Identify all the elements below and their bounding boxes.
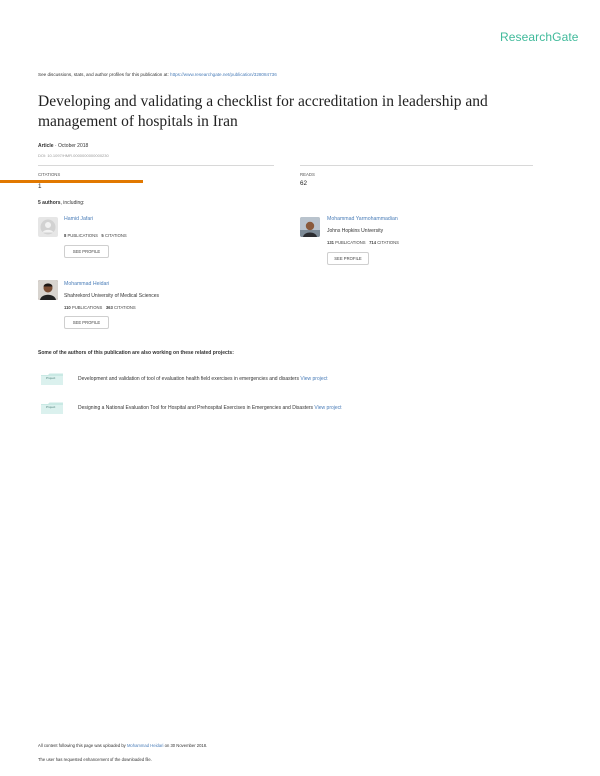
publication-title: Developing and validating a checklist for accreditation in leadership and management of hospitals in Iran — [38, 93, 488, 130]
author-name[interactable]: Mohammad Yarmohammadian — [327, 216, 398, 222]
author-stats — [327, 240, 399, 245]
author-photo[interactable] — [38, 280, 58, 300]
upload-note — [38, 743, 207, 748]
project-title: Development and validation of tool of evaluation health field exercises in emergencies and disasters — [78, 376, 301, 382]
authors-count: 5 authors — [38, 200, 61, 206]
reads-value: 62 — [300, 180, 308, 187]
citations-label: CITATIONS — [38, 172, 61, 177]
publications-label: PUBLICATIONS — [335, 240, 366, 245]
discussion-prefix: See discussions, stats, and author profiles for this publication at: — [38, 72, 171, 77]
researchgate-logo[interactable]: ResearchGate — [500, 30, 579, 44]
article-date: · October 2018 — [53, 143, 89, 149]
upload-note-suffix: on 30 November 2018. — [163, 743, 208, 748]
citations-count: 5 — [101, 233, 104, 238]
publications-count: 131 — [327, 240, 334, 245]
upload-note-prefix: All content following this page was uploaded by — [38, 743, 127, 748]
citations-label: CITATIONS — [104, 233, 127, 238]
citations-count: 363 — [105, 305, 113, 310]
view-project-link[interactable]: View project — [300, 376, 328, 382]
view-project-link[interactable]: View project — [314, 405, 342, 411]
project-item — [78, 405, 342, 411]
article-doi: DOI: 10.1097/HMR.0000000000000230 — [38, 153, 109, 158]
portrait-icon — [300, 217, 320, 237]
author-name[interactable]: Hamid Jafari — [64, 216, 94, 222]
reads-divider — [300, 165, 533, 166]
enhancement-note: The user has requested enhancement of the downloaded file. — [38, 757, 152, 762]
author-affiliation: Johns Hopkins University — [327, 228, 384, 234]
reads-label: READS — [300, 172, 315, 177]
publication-url-link[interactable]: https://www.researchgate.net/publication/328084736 — [170, 72, 277, 77]
citations-label: CITATIONS — [114, 305, 136, 310]
citations-bar — [0, 180, 143, 183]
uploader-link[interactable]: Mohammad Heidari — [126, 743, 164, 748]
portrait-icon — [38, 280, 58, 300]
publications-count: 8 — [64, 233, 67, 238]
authors-heading — [38, 200, 84, 206]
citations-label: CITATIONS — [377, 240, 399, 245]
related-projects-heading: Some of the authors of this publication are also working on these related projects: — [38, 350, 234, 356]
see-profile-button[interactable]: SEE PROFILE — [327, 252, 369, 265]
citations-count: 714 — [369, 240, 377, 245]
see-profile-button[interactable]: SEE PROFILE — [64, 245, 109, 258]
author-photo[interactable] — [300, 217, 320, 237]
publications-label: PUBLICATIONS — [71, 305, 103, 310]
project-title: Designing a National Evaluation Tool for Hospital and Prehospital Exercises in Emergencies and Disasters — [78, 405, 315, 411]
author-stats — [64, 233, 127, 238]
citations-value: 1 — [38, 183, 42, 190]
project-icon-label: Project — [46, 405, 56, 409]
project-icon-label: Project — [46, 376, 56, 380]
project-folder-icon — [41, 372, 63, 384]
authors-suffix: , including: — [60, 200, 85, 206]
avatar-placeholder[interactable] — [38, 217, 58, 237]
project-item — [78, 376, 328, 382]
user-icon — [38, 217, 58, 237]
author-name[interactable]: Mohammad Heidari — [64, 281, 110, 287]
article-meta — [38, 143, 88, 149]
citations-divider — [38, 165, 274, 166]
discussion-line — [38, 72, 277, 77]
author-affiliation: Shahrekord University of Medical Sciences — [64, 293, 160, 299]
article-type: Article — [38, 143, 54, 149]
see-profile-button[interactable]: SEE PROFILE — [64, 316, 109, 329]
author-stats — [64, 305, 136, 310]
publications-label: PUBLICATIONS — [67, 233, 98, 238]
publications-count: 110 — [64, 305, 71, 310]
project-folder-icon — [41, 401, 63, 413]
